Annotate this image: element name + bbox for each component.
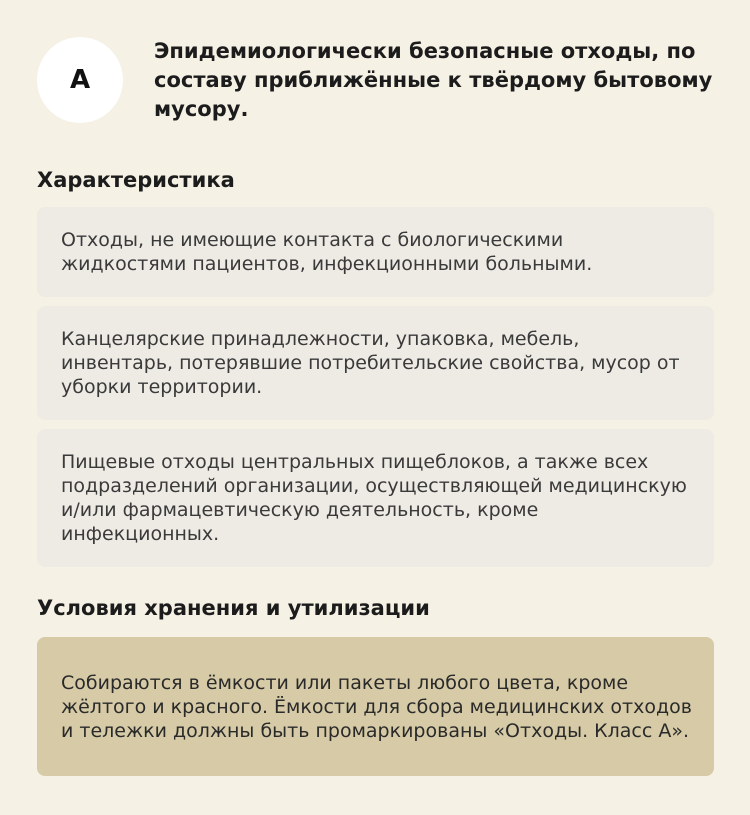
storage-text: Собираются в ёмкости или пакеты любого цвета, кроме жёлтого и красного. Ёмкости для сбора медицинских отходов и тележки должны быть промаркированы «Отходы. Класс А». — [61, 671, 692, 742]
class-title: Эпидемиологически безопасные отходы, по составу приближённые к твёрдому бытовому мусору. — [154, 39, 713, 121]
characteristic-card — [37, 207, 714, 297]
characteristic-text: Пищевые отходы центральных пищеблоков, а также всех подразделений организации, осуществляющей медицинскую и/или фармацевтическую деятельность, кроме инфекционных. — [61, 451, 687, 545]
storage-heading: Условия хранения и утилизации — [37, 596, 430, 620]
characteristic-card — [37, 306, 714, 420]
characteristic-card — [37, 429, 714, 567]
class-header — [37, 37, 717, 127]
storage-card — [37, 637, 714, 776]
characteristic-text: Канцелярские принадлежности, упаковка, мебель, инвентарь, потерявшие потребительские свойства, мусор от уборки территории. — [61, 328, 680, 398]
class-badge: А — [37, 37, 123, 123]
characteristic-text: Отходы, не имеющие контакта с биологическими жидкостями пациентов, инфекционными больными. — [61, 229, 593, 275]
characteristics-heading: Характеристика — [37, 168, 235, 192]
